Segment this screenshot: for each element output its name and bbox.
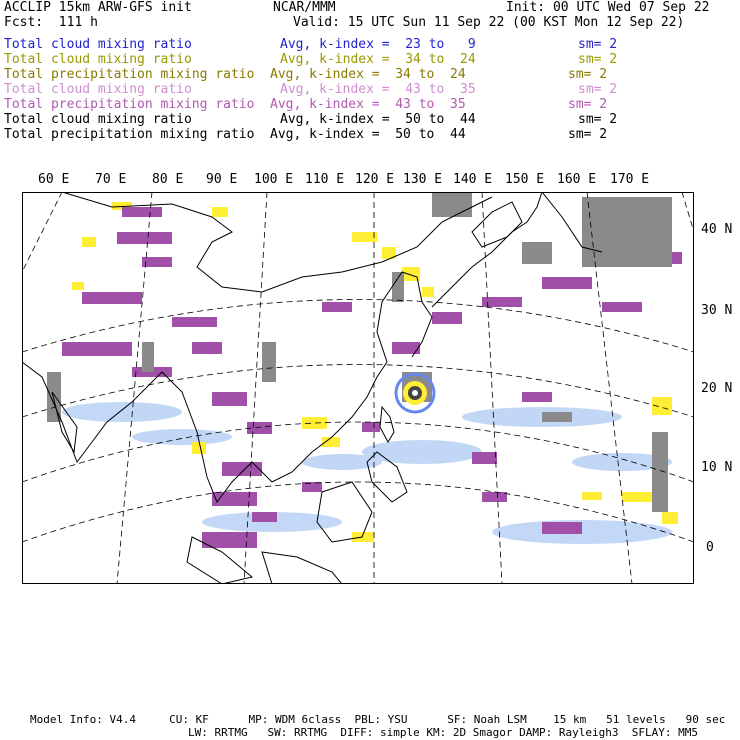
- legend-name-1: Total cloud mixing ratio: [4, 37, 192, 52]
- legend-sm-2: sm= 2: [578, 52, 618, 67]
- init-time: Init: 00 UTC Wed 07 Sep 22: [506, 0, 710, 15]
- lon-label-140e: 140 E: [453, 172, 493, 187]
- legend-name-7: Total precipitation mixing ratio: [4, 127, 255, 142]
- legend-avg-4: Avg, k-index = 43 to 35: [280, 82, 476, 97]
- lat-label-10n: 10 N: [701, 460, 733, 475]
- lon-label-80e: 80 E: [152, 172, 184, 187]
- lat-label-40n: 40 N: [701, 222, 733, 237]
- legend-sm-5: sm= 2: [568, 97, 608, 112]
- legend-name-3: Total precipitation mixing ratio: [4, 67, 255, 82]
- legend-name-4: Total cloud mixing ratio: [4, 82, 192, 97]
- legend-avg-1: Avg, k-index = 23 to 9: [280, 37, 476, 52]
- legend-sm-3: sm= 2: [568, 67, 608, 82]
- legend-avg-3: Avg, k-index = 34 to 24: [270, 67, 466, 82]
- legend-avg-7: Avg, k-index = 50 to 44: [270, 127, 466, 142]
- lon-label-150e: 150 E: [505, 172, 545, 187]
- lon-label-170e: 170 E: [610, 172, 650, 187]
- lat-label-20n: 20 N: [701, 381, 733, 396]
- legend-avg-2: Avg, k-index = 34 to 24: [280, 52, 476, 67]
- footer-physics-info: LW: RRTMG SW: RRTMG DIFF: simple KM: 2D Smagor DAMP: Rayleigh3 SFLAY: MM5: [188, 726, 698, 739]
- legend-sm-4: sm= 2: [578, 82, 618, 97]
- lat-label-30n: 30 N: [701, 303, 733, 318]
- legend-name-6: Total cloud mixing ratio: [4, 112, 192, 127]
- lat-label-0: 0: [706, 540, 714, 555]
- legend-name-5: Total precipitation mixing ratio: [4, 97, 255, 112]
- lon-label-60e: 60 E: [38, 172, 70, 187]
- lon-label-90e: 90 E: [206, 172, 238, 187]
- title-center: NCAR/MMM: [273, 0, 336, 15]
- legend-name-2: Total cloud mixing ratio: [4, 52, 192, 67]
- lon-label-100e: 100 E: [254, 172, 294, 187]
- lon-label-120e: 120 E: [355, 172, 395, 187]
- lon-label-130e: 130 E: [403, 172, 443, 187]
- lon-label-70e: 70 E: [95, 172, 127, 187]
- legend-avg-6: Avg, k-index = 50 to 44: [280, 112, 476, 127]
- lon-label-160e: 160 E: [557, 172, 597, 187]
- map-panel: [22, 192, 694, 584]
- legend-sm-6: sm= 2: [578, 112, 618, 127]
- valid-time: Valid: 15 UTC Sun 11 Sep 22 (00 KST Mon 12 Sep 22): [293, 15, 685, 30]
- title-left: ACCLIP 15km ARW-GFS init: [4, 0, 192, 15]
- legend-avg-5: Avg, k-index = 43 to 35: [270, 97, 466, 112]
- lon-label-110e: 110 E: [305, 172, 345, 187]
- legend-sm-1: sm= 2: [578, 37, 618, 52]
- forecast-hour: Fcst: 111 h: [4, 15, 98, 30]
- legend-sm-7: sm= 2: [568, 127, 608, 142]
- footer-model-info: Model Info: V4.4 CU: KF MP: WDM 6class PBL: YSU SF: Noah LSM 15 km 51 levels 90 sec: [30, 713, 726, 726]
